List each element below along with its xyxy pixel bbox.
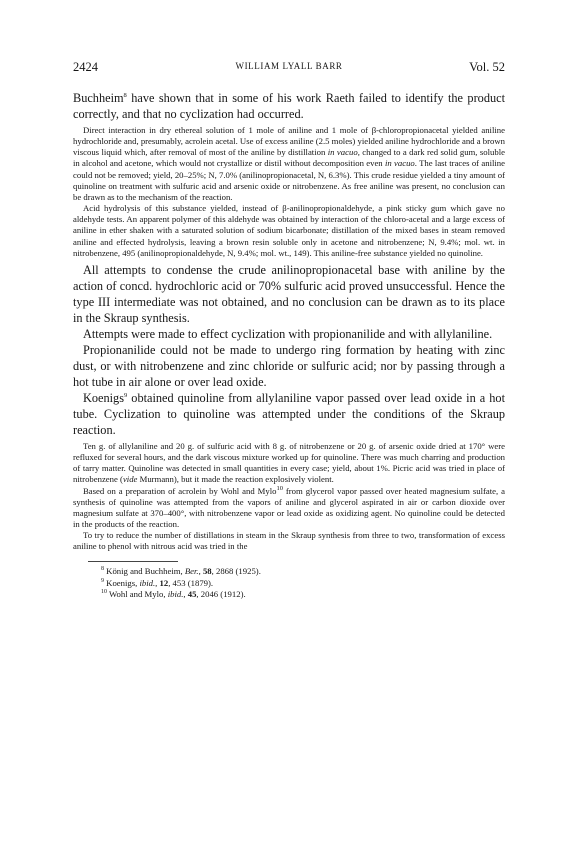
footnotes (73, 566, 505, 600)
footnote: $^8$ König and Buchheim, Ber., 58, 2868 (1925). (101, 566, 261, 577)
experimental-paragraph: Acid hydrolysis of this substance yielded, instead of β-anilinopropionaldehyde, a pink sticky gum which gave no aldehyde tests. An apparent polymer of this aldehyde was obtained by interaction of the chloro-acetal and a large excess of aniline in ether shaken with a saturated solution of sodium bicarbonate; distillation of the mixed bases in steam removed aniline and effected hydrolysis, leaving a brown resin soluble only in acetone and nitrobenzene; N, 9.4%; mol. wt. in nitrobenzene, 495 (anilinopropionaldehyde, N, 9.4%; mol. wt., 149). This aniline-free substance yielded no quinoline. (73, 203, 505, 258)
body-paragraph: All attempts to condense the crude anilinopropionacetal base with aniline by the action of concd. hydrochloric acid or 70% sulfuric acid proved unsuccessful. Hence the type III intermediate was not obtained, and no conclusion can be drawn as to its place in the Skraup synthesis. (73, 262, 505, 325)
footnote: $^9$ Koenigs, ibid., 12, 453 (1879). (101, 577, 214, 588)
journal-page (73, 60, 505, 600)
paragraph-continued: Buchheim$^8$ have shown that in some of his work Raeth failed to identify the product correctly, and that no cyclization had occurred. (73, 91, 505, 121)
volume-label: Vol. 52 (469, 60, 505, 74)
footnote-rule (88, 561, 178, 562)
footnote: $^{10}$ Wohl and Mylo, ibid., 45, 2046 (1912). (101, 588, 246, 599)
body-paragraph: Propionanilide could not be made to undergo ring formation by heating with zinc dust, or with nitrobenzene and zinc chloride or sulfuric acid; nor by passing through a hot tube in air alone or over lead oxide. (73, 342, 505, 389)
experimental-paragraph: Direct interaction in dry ethereal solution of 1 mole of aniline and 1 mole of β-chloropropionacetal yielded aniline hydrochloride and, presumably, acrolein acetal. Use of excess aniline (2.5 moles) yielded aniline hydrochloride and a brown viscous liquid which, after removal of most of the aniline by distillation in vacuo, changed to a dark red solid gum, soluble in alcohol and acetone, which would not crystallize or distil without decomposition even in vacuo. The last traces of aniline could not be removed; yield, 20–25%; N, 7.0% (anilinopropionacetal, N, 6.3%). This crude residue yielded a tiny amount of quinoline on treatment with sulfuric acid and arsenic oxide or nitrobenzene. As free aniline was present, no conclusion can be drawn as to the mechanism of the reaction. (73, 125, 506, 202)
body-paragraph: Koenigs$^9$ obtained quinoline from allylaniline vapor passed over lead oxide in a hot tube. Cyclization to quinoline was attempted under the conditions of the Skraup reaction. (73, 390, 505, 437)
article-body (73, 90, 505, 552)
experimental-paragraph: To try to reduce the number of distillations in steam in the Skraup synthesis from three to two, transformation of excess aniline to phenol with nitrous acid was tried in the (73, 530, 505, 552)
page-header (73, 60, 505, 76)
experimental-paragraph: Ten g. of allylaniline and 20 g. of sulfuric acid with 8 g. of nitrobenzene or 20 g. of arsenic oxide dried at 170° were refluxed for several hours, and the dark viscous mixture worked up for quinoline. There was much charring and production of tarry matter. Quinoline was detected in small quantities in every case; yield, about 1%. Picric acid was tried in place of nitrobenzene (vide Murmann), but it made the reaction explosively violent. (73, 440, 505, 485)
experimental-paragraph: Based on a preparation of acrolein by Wohl and Mylo$^{10}$ from glycerol vapor passed over heated magnesium sulfate, a synthesis of quinoline was attempted from the vapors of aniline and glycerol aspirated in air or carbon dioxide over magnesium sulfate at 370–400°, with nitrobenzene vapor or lead oxide as oxidizing agent. No quinoline could be detected in the products of the reaction. (73, 484, 505, 529)
page-number: 2424 (73, 60, 98, 74)
body-paragraph: Attempts were made to effect cyclization with propionanilide and with allylaniline. (83, 326, 493, 341)
running-title: WILLIAM LYALL BARR (235, 61, 343, 71)
